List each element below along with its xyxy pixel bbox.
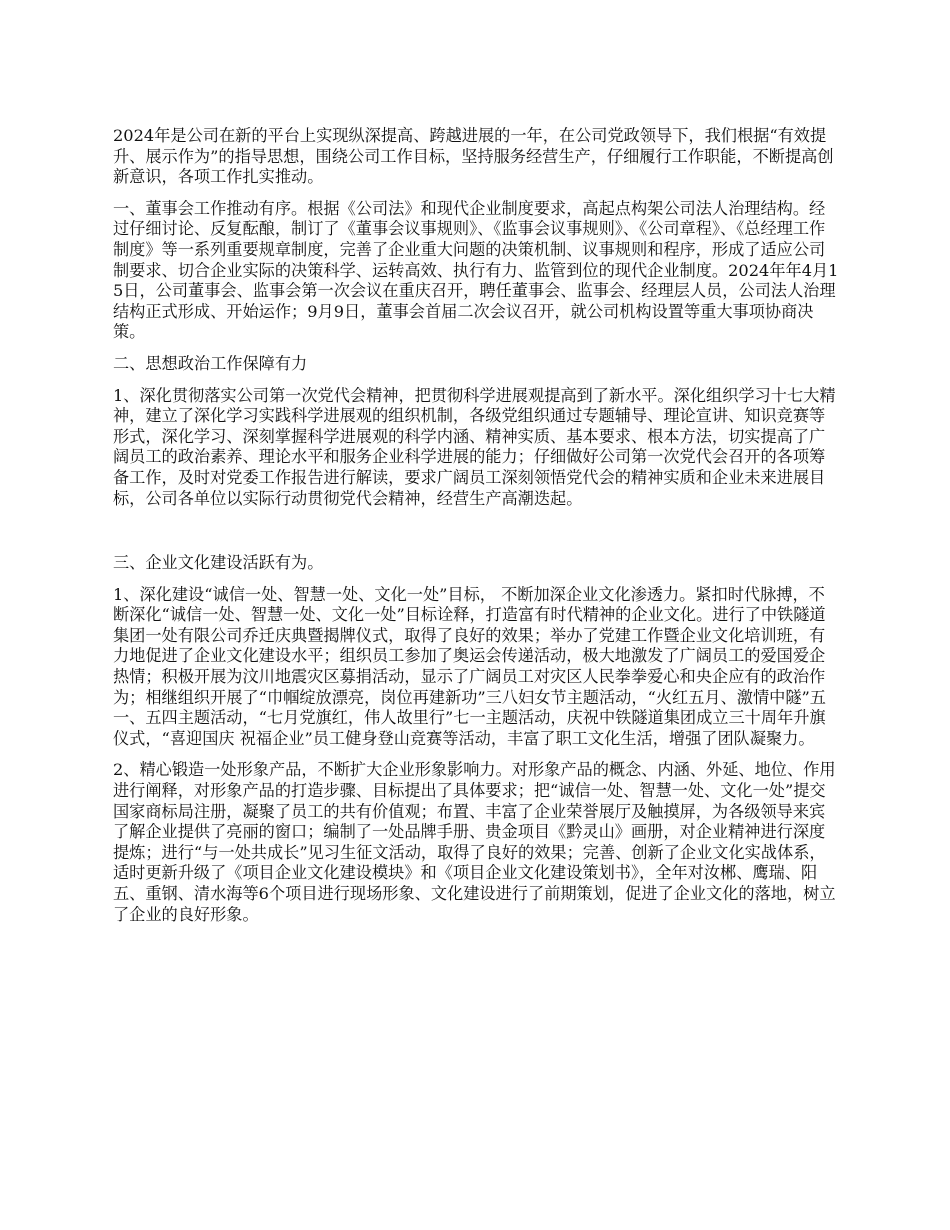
section1-paragraph: 一、董事会工作推动有序。根据《公司法》和现代企业制度要求，高起点构架公司法人治理结构。经过仔细讨论、反复酝酿，制订了《董事会议事规则》、《监事会议事规则》、《公司章程》、《总经理工作制度》等一系列重要规章制度，完善了企业重大问题的决策机制、议事规则和程序，形成了适应公司制要求、切合企业实际的决策科学、运转高效、执行有力、监管到位的现代企业制度。2024年年4月15日，公司董事会、监事会第一次会议在重庆召开，聘任董事会、监事会、经理层人员，公司法人治理结构正式形成、开始运作；9月9日，董事会首届二次会议召开，就公司机构设置等重大事项协商决策。 bbox=[113, 198, 839, 342]
section3-item2-paragraph: 2、精心锻造一处形象产品，不断扩大企业形象影响力。对形象产品的概念、内涵、外延、地位、作用进行阐释，对形象产品的打造步骤、目标提出了具体要求；把“诚信一处、智慧一处、文化一处”提交国家商标局注册，凝聚了员工的共有价值观；布置、丰富了企业荣誉展厅及触摸屏，为各级领导来宾了解企业提供了亮丽的窗口；编制了一处品牌手册、贵金项目《黔灵山》画册，对企业精神进行深度提炼；进行“与一处共成长”见习生征文活动，取得了良好的效果；完善、创新了企业文化实战体系，适时更新升级了《项目企业文化建设模块》和《项目企业文化建设策划书》，全年对汝郴、鹰瑞、阳五、重钢、清水海等6个项目进行现场形象、文化建设进行了前期策划，促进了企业文化的落地，树立了企业的良好形象。 bbox=[113, 760, 836, 924]
section2-item1-paragraph: 1、深化贯彻落实公司第一次党代会精神，把贯彻科学进展观提高到了新水平。深化组织学习十七大精神，建立了深化学习实践科学进展观的组织机制，各级党组织通过专题辅导、理论宣讲、知识竞赛等形式，深化学习、深刻掌握科学进展观的科学内涵、精神实质、基本要求、根本方法，切实提高了广阔员工的政治素养、理论水平和服务企业科学进展的能力；仔细做好公司第一次党代会召开的各项筹备工作，及时对党委工作报告进行解读，要求广阔员工深刻领悟党代会的精神实质和企业未来进展目标，公司各单位以实际行动贯彻党代会精神，经营生产高潮迭起。 bbox=[113, 385, 836, 508]
section3-item1-paragraph: 1、深化建设“诚信一处、智慧一处、文化一处”目标， 不断加深企业文化渗透力。紧扣时代脉搏，不断深化“诚信一处、智慧一处、文化一处”目标诠释，打造富有时代精神的企业文化。进行了中铁隧道集团一处有限公司乔迁庆典暨揭牌仪式，取得了良好的效果；举办了党建工作暨企业文化培训班，有力地促进了企业文化建设水平；组织员工参加了奥运会传递活动，极大地激发了广阔员工的爱国爱企热情；积极开展为汶川地震灾区募捐活动，显示了广阔员工对灾区人民拳拳爱心和央企应有的政治作为；相继组织开展了“巾帼绽放漂亮，岗位再建新功”三八妇女节主题活动，“火红五月、激情中隧”五一、五四主题活动，“七月党旗红，伟人故里行”七一主题活动，庆祝中铁隧道集团成立三十周年升旗仪式，“喜迎国庆 祝福企业”员工健身登山竞赛等活动，丰富了职工文化生活，增强了团队凝聚力。 bbox=[113, 584, 826, 748]
document-body bbox=[113, 126, 839, 936]
section3-heading: 三、企业文化建设活跃有为。 bbox=[113, 553, 324, 573]
intro-paragraph: 2024年是公司在新的平台上实现纵深提高、跨越进展的一年，在公司党政领导下，我们根据“有效提升、展示作为”的指导思想，围绕公司工作目标，坚持服务经营生产，仔细履行工作职能，不断提高创新意识，各项工作扎实推动。 bbox=[113, 126, 834, 187]
section2-heading: 二、思想政治工作保障有力 bbox=[113, 353, 308, 373]
